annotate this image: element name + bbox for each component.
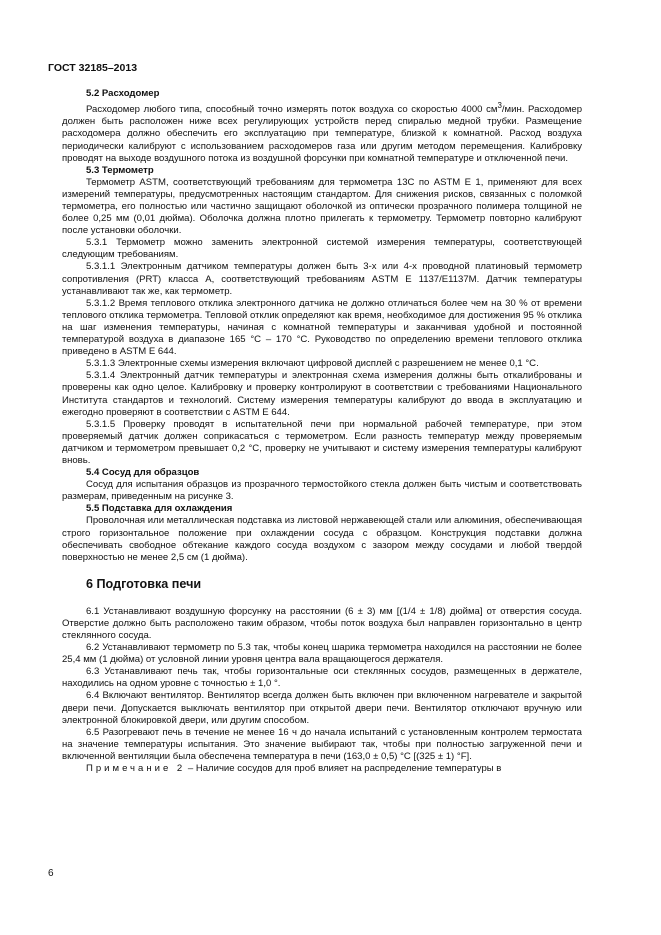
clause-6-2: 6.2 Устанавливают термометр по 5.3 так, чтобы конец шарика термометра находился на расстоянии не более 25,4 мм (1 дюйма) от условной линии уровня центра вала вращающегося держателя. [62, 642, 582, 666]
superscript-3: 3 [497, 101, 502, 111]
clause-5-3-1-1: 5.3.1.1 Электронным датчиком температуры должен быть 3-х или 4-х проводной платиновый термометр сопротивления (PRT) класса А, соответствующий требованиям ASTM E 1137/E1137M. Датчик температуры устанавливают так же, как термометр. [62, 261, 582, 297]
note-2-label: Примечание 2 [86, 763, 186, 775]
document-code: ГОСТ 32185–2013 [48, 62, 138, 74]
clause-5-3-1: 5.3.1 Термометр можно заменить электронной системой измерения температуры, соответствующей следующим требованиям. [62, 237, 582, 261]
clause-6-1: 6.1 Устанавливают воздушную форсунку на расстоянии (6 ± 3) мм [(1/4 ± 1/8) дюйма] от отверстия сосуда. Отверстие должно быть расположено таким образом, чтобы поток воздуха был направлен горизонтально в центр стеклянного сосуда. [62, 605, 582, 642]
clause-5-3-1-5: 5.3.1.5 Проверку проводят в испытательной печи при нормальной рабочей температуре, при этом проверяемый датчик должен соприкасаться с термометром. Если разность температур между проверяемым датчиком и термометром превышает 0,2 °C, проверку не учитывают и систему измерения температуры калибруют вновь. [62, 418, 582, 466]
section-5-2-text-a: Расходомер любого типа, способный точно измерять поток воздуха со скоростью 4000 см [86, 104, 498, 116]
section-5-5-title: 5.5 Подставка для охлаждения [86, 503, 233, 515]
section-5-5-paragraph: Проволочная или металлическая подставка из листовой нержавеющей стали или алюминия, обеспечивающая строго горизонтальное положение при охлаждении сосуда с образцом. Конструкция подставки должна обеспечивать свободное обтекание каждого сосуда воздухом с зазором между сосудами и любой твердой поверхностью не менее 2,5 см (1 дюйма). [62, 515, 582, 563]
document-body [62, 88, 582, 775]
page-number: 6 [48, 868, 54, 879]
clause-6-5: 6.5 Разогревают печь в течение не менее 16 ч до начала испытаний с установленным контролем термостата на значение температуры испытания. Это значение выбирают так, чтобы при полностью загруженной печи и включенной вентиляции была обеспечена температура в печи (163,0 ± 0,5) °C [(325 ± 1) °F]. [62, 726, 582, 762]
clause-6-4: 6.4 Включают вентилятор. Вентилятор всегда должен быть включен при включенном нагревателе и закрытой двери печи. Допускается выключать вентилятор при открытой двери печи. Вентилятор отключают вручную или электронной блокировкой двери, или другим способом. [62, 690, 582, 726]
note-2 [62, 763, 582, 775]
section-5-3-paragraph: Термометр ASTM, соответствующий требованиям для термометра 13C по ASTM E 1, применяют для всех измерений температуры, предусмотренных настоящим стандартом. Для снижения рисков, связанных с поломкой термометра, его полностью или частично защищают оболочкой из оптически прозрачного полимера толщиной не более 0,25 мм (0,01 дюйма). Оболочка должна плотно прилегать к термометру. Термометр повторно калибруют после установки оболочки. [62, 176, 582, 237]
section-5-3-title: 5.3 Термометр [86, 164, 154, 176]
section-5-2-paragraph [62, 100, 582, 165]
section-5-4-paragraph: Сосуд для испытания образцов из прозрачного термостойкого стекла должен быть чистым и соответствовать размерам, приведенным на рисунке 3. [62, 479, 582, 503]
clause-5-3-1-2: 5.3.1.2 Время теплового отклика электронного датчика не должно отличаться более чем на 30 % от времени теплового отклика термометра. Тепловой отклик определяют как время, необходимое для достижения 95 % отклика на шаг изменения температуры, начиная с комнатной температуры и заканчивая удобной и постоянной температурой воздуха в диапазоне 165 °C – 170 °C. Руководство по определению времени теплового отклика приведено в ASTM E 644. [62, 297, 582, 358]
clause-6-3: 6.3 Устанавливают печь так, чтобы горизонтальные оси стеклянных сосудов, размещенных в держателе, находились на одном уровне с точностью ± 1,0 °. [62, 666, 582, 690]
clause-5-3-1-4: 5.3.1.4 Электронный датчик температуры и электронная схема измерения должны быть откалиброваны и проверены как одно целое. Калибровку и проверку контролируют в соответствии с требованиями Национального Института стандартов и технологий. Систему измерения температуры калибруют до ввода в эксплуатацию и ежегодно проверяют в соответствии с ASTM E 644. [62, 370, 582, 418]
section-5-2-text-b: /мин. Расходомер должен быть расположен ниже всех регулирующих устройств перед спиралью медной трубки. Размещение расходомера должно обеспечить его эксплуатацию при температуре, близкой к комнатной. Расход воздуха периодически калибруют с использованием расходомеров газа или другим методом перемещения. Калибровку проводят на выходе воздушного потока из воздушной форсунки при комнатной температуре и отключенной печи. [62, 104, 583, 164]
note-2-text: – Наличие сосудов для проб влияет на распределение температуры в [185, 763, 502, 775]
section-6-title: 6 Подготовка печи [86, 576, 202, 591]
section-5-4-title: 5.4 Сосуд для образцов [86, 467, 200, 479]
clause-5-3-1-3: 5.3.1.3 Электронные схемы измерения включают цифровой дисплей с разрешением не менее 0,1 °C. [86, 358, 539, 370]
section-5-2-title: 5.2 Расходомер [86, 88, 160, 99]
